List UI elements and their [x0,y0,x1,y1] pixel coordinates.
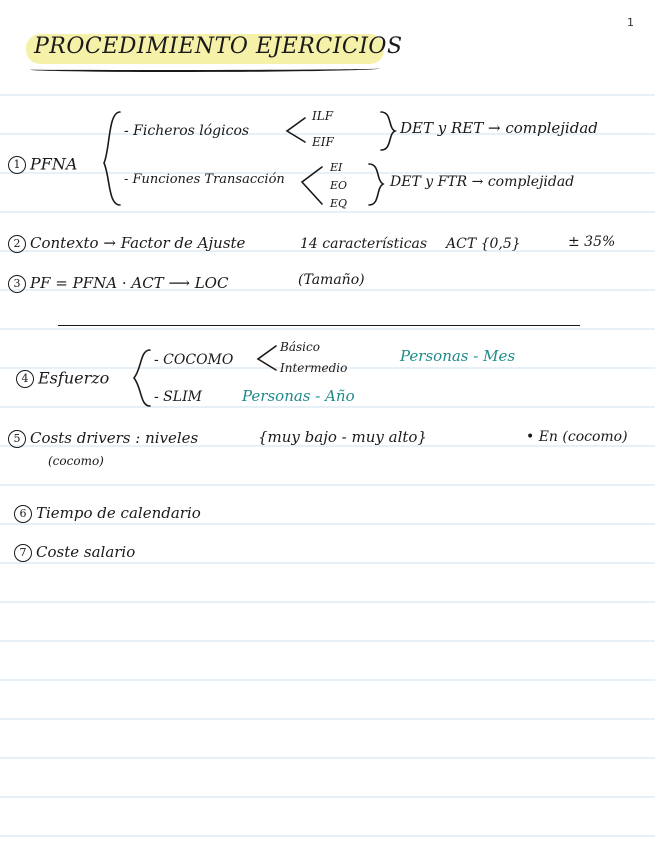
pfna-label: PFNA [30,154,78,174]
ilf-label: ILF [312,109,334,123]
section-5-line [8,430,198,448]
section-6-line [14,505,201,523]
size-note: (Tamaño) [298,272,365,288]
eif-label: EIF [312,135,334,149]
cost-drivers-text: Costs drivers : niveles [30,429,199,447]
context-text: Contexto → Factor de Ajuste [30,234,246,252]
logical-files-text: - Ficheros lógicos [124,123,250,139]
det-ftr-text: DET y FTR → complejidad [390,174,575,190]
section-6-number: 6 [14,505,32,523]
act-range-text: ACT {0,5} [446,236,521,252]
transaction-functions-text: - Funciones Transacción [124,172,285,187]
percent-text: ± 35% [568,234,616,250]
section-3-number: 3 [8,275,26,293]
salary-cost-text: Coste salario [36,543,136,561]
eq-label: EQ [330,197,348,210]
section-1-label [8,156,77,174]
section-2-number: 2 [8,235,26,253]
characteristics-text: 14 características [300,236,428,252]
cocomo-note-text: • En (cocomo) [526,429,628,445]
section-4-label [16,370,109,388]
persons-month-text: Personas - Mes [400,347,516,365]
ei-label: EI [330,161,343,174]
section-7-line [14,544,135,562]
section-1-number: 1 [8,156,26,174]
pf-formula-text: PF = PFNA · ACT ⟶ LOC [30,274,229,292]
calendar-time-text: Tiempo de calendario [36,504,201,522]
section-divider [58,325,580,326]
section-5-number: 5 [8,430,26,448]
intermedio-label: Intermedio [280,361,348,375]
section-2-line [8,235,245,253]
slim-text: - SLIM [154,389,202,405]
det-ret-text: DET y RET → complejidad [400,119,598,137]
section-7-number: 7 [14,544,32,562]
level-range-text: {muy bajo - muy alto} [258,428,427,446]
persons-year-text: Personas - Año [242,387,355,405]
cocomo-sub-note: (cocomo) [48,454,104,468]
section-4-number: 4 [16,370,34,388]
cocomo-text: - COCOMO [154,352,234,368]
page-title: PROCEDIMIENTO EJERCICIOS [34,34,403,59]
basico-label: Básico [280,340,320,354]
page-number: 1 [627,16,634,29]
eo-label: EO [330,179,348,192]
effort-label: Esfuerzo [38,368,110,388]
section-3-line [8,275,228,293]
